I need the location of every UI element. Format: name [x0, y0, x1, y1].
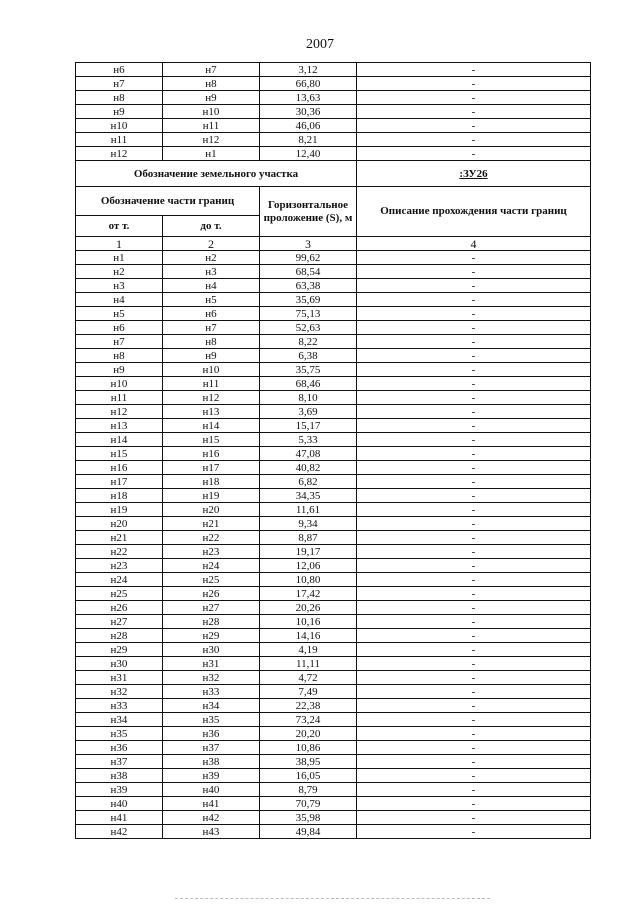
cell-length: 30,36 [260, 105, 357, 119]
cell-to: н23 [163, 545, 260, 559]
cell-description: - [357, 503, 591, 517]
cell-to: н14 [163, 419, 260, 433]
cell-length: 35,98 [260, 811, 357, 825]
cell-to: н10 [163, 105, 260, 119]
cell-description: - [357, 671, 591, 685]
cell-from: н6 [76, 63, 163, 77]
cell-description: - [357, 349, 591, 363]
cell-from: н20 [76, 517, 163, 531]
cell-to: н34 [163, 699, 260, 713]
header-part-boundary: Обозначение части границ [76, 187, 260, 216]
cell-to: н12 [163, 133, 260, 147]
cell-description: - [357, 601, 591, 615]
cell-from: н7 [76, 335, 163, 349]
cell-from: н10 [76, 119, 163, 133]
cell-length: 35,75 [260, 363, 357, 377]
cell-to: н2 [163, 251, 260, 265]
cell-to: н13 [163, 405, 260, 419]
cell-from: н40 [76, 797, 163, 811]
cell-length: 4,19 [260, 643, 357, 657]
main-rows-group [76, 251, 591, 839]
cell-length: 46,06 [260, 119, 357, 133]
cell-to: н38 [163, 755, 260, 769]
cell-from: н1 [76, 251, 163, 265]
cell-description: - [357, 685, 591, 699]
cell-length: 99,62 [260, 251, 357, 265]
cell-length: 3,69 [260, 405, 357, 419]
cell-length: 68,46 [260, 377, 357, 391]
table-row [76, 265, 591, 279]
cell-to: н10 [163, 363, 260, 377]
header-description: Описание прохождения части границ [357, 187, 591, 237]
cell-to: н26 [163, 587, 260, 601]
table-row [76, 699, 591, 713]
cell-description: - [357, 643, 591, 657]
cell-from: н19 [76, 503, 163, 517]
cell-description: - [357, 363, 591, 377]
cell-description: - [357, 105, 591, 119]
cell-length: 9,34 [260, 517, 357, 531]
cell-from: н42 [76, 825, 163, 839]
table-row [76, 601, 591, 615]
cell-description: - [357, 293, 591, 307]
header-from: от т. [76, 216, 163, 237]
cell-length: 35,69 [260, 293, 357, 307]
cell-length: 10,16 [260, 615, 357, 629]
table-row [76, 133, 591, 147]
cell-description: - [357, 321, 591, 335]
cell-to: н32 [163, 671, 260, 685]
cell-from: н39 [76, 783, 163, 797]
cell-length: 17,42 [260, 587, 357, 601]
cell-length: 6,82 [260, 475, 357, 489]
cell-from: н41 [76, 811, 163, 825]
top-rows-group [76, 63, 591, 161]
table-row [76, 531, 591, 545]
cell-from: н2 [76, 265, 163, 279]
cell-to: н35 [163, 713, 260, 727]
column-number-1: 1 [76, 237, 163, 251]
cell-length: 66,80 [260, 77, 357, 91]
cell-length: 8,10 [260, 391, 357, 405]
table-row [76, 769, 591, 783]
cell-to: н18 [163, 475, 260, 489]
cell-length: 10,80 [260, 573, 357, 587]
table-row [76, 545, 591, 559]
cell-length: 8,21 [260, 133, 357, 147]
cell-from: н21 [76, 531, 163, 545]
table-row [76, 405, 591, 419]
table-row [76, 251, 591, 265]
cell-to: н12 [163, 391, 260, 405]
cell-description: - [357, 307, 591, 321]
cell-description: - [357, 741, 591, 755]
cell-description: - [357, 419, 591, 433]
cell-description: - [357, 559, 591, 573]
cell-length: 40,82 [260, 461, 357, 475]
page-bottom-rule [175, 898, 490, 899]
header-horizontal: Горизонтальное проложение (S), м [260, 187, 357, 237]
table-row [76, 147, 591, 161]
cell-length: 5,33 [260, 433, 357, 447]
cell-from: н9 [76, 363, 163, 377]
cell-to: н3 [163, 265, 260, 279]
cell-to: н5 [163, 293, 260, 307]
cell-to: н30 [163, 643, 260, 657]
cell-to: н11 [163, 119, 260, 133]
cell-description: - [357, 335, 591, 349]
cell-length: 52,63 [260, 321, 357, 335]
cell-from: н32 [76, 685, 163, 699]
cell-description: - [357, 475, 591, 489]
table-row [76, 727, 591, 741]
cell-length: 22,38 [260, 699, 357, 713]
cell-to: н29 [163, 629, 260, 643]
cell-description: - [357, 587, 591, 601]
cell-description: - [357, 77, 591, 91]
cell-description: - [357, 769, 591, 783]
cell-to: н9 [163, 91, 260, 105]
cell-length: 14,16 [260, 629, 357, 643]
cell-to: н15 [163, 433, 260, 447]
cell-description: - [357, 447, 591, 461]
cell-from: н10 [76, 377, 163, 391]
cell-length: 4,72 [260, 671, 357, 685]
column-number-4: 4 [357, 237, 591, 251]
table-row [76, 279, 591, 293]
cell-to: н27 [163, 601, 260, 615]
cell-from: н15 [76, 447, 163, 461]
cell-from: н5 [76, 307, 163, 321]
cell-length: 12,06 [260, 559, 357, 573]
cell-length: 10,86 [260, 741, 357, 755]
cell-from: н27 [76, 615, 163, 629]
cell-description: - [357, 433, 591, 447]
table-row [76, 77, 591, 91]
table-row [76, 91, 591, 105]
cell-description: - [357, 755, 591, 769]
column-numbers-row [76, 237, 591, 251]
table-row [76, 825, 591, 839]
cell-from: н11 [76, 391, 163, 405]
cell-length: 6,38 [260, 349, 357, 363]
cell-from: н17 [76, 475, 163, 489]
table-row [76, 643, 591, 657]
cell-to: н41 [163, 797, 260, 811]
cell-length: 11,11 [260, 657, 357, 671]
cell-description: - [357, 265, 591, 279]
cell-from: н16 [76, 461, 163, 475]
table-row [76, 685, 591, 699]
cell-length: 38,95 [260, 755, 357, 769]
table-row [76, 363, 591, 377]
cell-length: 3,12 [260, 63, 357, 77]
cell-description: - [357, 91, 591, 105]
cell-from: н26 [76, 601, 163, 615]
cell-to: н22 [163, 531, 260, 545]
cell-to: н17 [163, 461, 260, 475]
cell-to: н37 [163, 741, 260, 755]
cell-from: н35 [76, 727, 163, 741]
cell-to: н16 [163, 447, 260, 461]
table-row [76, 293, 591, 307]
cell-from: н14 [76, 433, 163, 447]
cell-length: 20,26 [260, 601, 357, 615]
cell-to: н7 [163, 63, 260, 77]
table-row [76, 517, 591, 531]
cell-to: н11 [163, 377, 260, 391]
table-row [76, 713, 591, 727]
cell-description: - [357, 517, 591, 531]
cell-from: н3 [76, 279, 163, 293]
cell-description: - [357, 573, 591, 587]
cell-to: н7 [163, 321, 260, 335]
cell-description: - [357, 531, 591, 545]
table-row [76, 321, 591, 335]
cell-length: 13,63 [260, 91, 357, 105]
cell-length: 15,17 [260, 419, 357, 433]
cell-description: - [357, 713, 591, 727]
cell-from: н11 [76, 133, 163, 147]
cell-description: - [357, 657, 591, 671]
cell-from: н7 [76, 77, 163, 91]
table-row [76, 63, 591, 77]
cell-length: 34,35 [260, 489, 357, 503]
cell-description: - [357, 727, 591, 741]
table-row [76, 349, 591, 363]
cell-from: н12 [76, 147, 163, 161]
cell-length: 11,61 [260, 503, 357, 517]
cell-to: н20 [163, 503, 260, 517]
cell-length: 47,08 [260, 447, 357, 461]
column-number-2: 2 [163, 237, 260, 251]
cell-description: - [357, 279, 591, 293]
table-row [76, 811, 591, 825]
cell-from: н30 [76, 657, 163, 671]
cell-to: н9 [163, 349, 260, 363]
table-row [76, 615, 591, 629]
table-row [76, 797, 591, 811]
table-row [76, 119, 591, 133]
table-row [76, 587, 591, 601]
cell-to: н28 [163, 615, 260, 629]
boundary-table [75, 62, 591, 839]
cell-from: н38 [76, 769, 163, 783]
table-row [76, 447, 591, 461]
cell-from: н37 [76, 755, 163, 769]
cell-from: н4 [76, 293, 163, 307]
cell-from: н23 [76, 559, 163, 573]
cell-description: - [357, 811, 591, 825]
cell-description: - [357, 489, 591, 503]
cell-from: н36 [76, 741, 163, 755]
cell-length: 12,40 [260, 147, 357, 161]
cell-length: 16,05 [260, 769, 357, 783]
table-row [76, 629, 591, 643]
parcel-value: :ЗУ26 [357, 161, 591, 187]
cell-length: 49,84 [260, 825, 357, 839]
cell-from: н28 [76, 629, 163, 643]
table-row [76, 741, 591, 755]
cell-from: н25 [76, 587, 163, 601]
cell-length: 19,17 [260, 545, 357, 559]
cell-from: н9 [76, 105, 163, 119]
cell-description: - [357, 377, 591, 391]
cell-description: - [357, 251, 591, 265]
cell-from: н34 [76, 713, 163, 727]
cell-description: - [357, 119, 591, 133]
section-header [76, 161, 591, 251]
header-to: до т. [163, 216, 260, 237]
cell-description: - [357, 391, 591, 405]
cell-to: н21 [163, 517, 260, 531]
header-row-1 [76, 187, 591, 216]
cell-description: - [357, 147, 591, 161]
table-row [76, 489, 591, 503]
cell-from: н8 [76, 91, 163, 105]
cell-length: 7,49 [260, 685, 357, 699]
cell-length: 8,87 [260, 531, 357, 545]
cell-from: н29 [76, 643, 163, 657]
table-row [76, 461, 591, 475]
column-number-3: 3 [260, 237, 357, 251]
cell-to: н24 [163, 559, 260, 573]
table-row [76, 559, 591, 573]
cell-to: н25 [163, 573, 260, 587]
cell-length: 63,38 [260, 279, 357, 293]
cell-from: н31 [76, 671, 163, 685]
cell-to: н8 [163, 335, 260, 349]
cell-description: - [357, 63, 591, 77]
table-row [76, 391, 591, 405]
cell-description: - [357, 797, 591, 811]
parcel-label: Обозначение земельного участка [76, 161, 357, 187]
cell-description: - [357, 133, 591, 147]
parcel-title-row [76, 161, 591, 187]
table-row [76, 657, 591, 671]
cell-from: н13 [76, 419, 163, 433]
cell-to: н4 [163, 279, 260, 293]
cell-from: н33 [76, 699, 163, 713]
table-row [76, 307, 591, 321]
table-row [76, 783, 591, 797]
cell-description: - [357, 405, 591, 419]
table-row [76, 671, 591, 685]
cell-from: н8 [76, 349, 163, 363]
cell-to: н6 [163, 307, 260, 321]
cell-length: 8,22 [260, 335, 357, 349]
cell-to: н1 [163, 147, 260, 161]
cell-from: н6 [76, 321, 163, 335]
cell-description: - [357, 783, 591, 797]
cell-description: - [357, 629, 591, 643]
table-row [76, 377, 591, 391]
cell-to: н8 [163, 77, 260, 91]
cell-from: н24 [76, 573, 163, 587]
cell-to: н42 [163, 811, 260, 825]
cell-from: н12 [76, 405, 163, 419]
table-row [76, 503, 591, 517]
cell-to: н40 [163, 783, 260, 797]
cell-to: н19 [163, 489, 260, 503]
table-row [76, 573, 591, 587]
table-row [76, 419, 591, 433]
cell-length: 8,79 [260, 783, 357, 797]
cell-length: 20,20 [260, 727, 357, 741]
table-row [76, 755, 591, 769]
cell-to: н31 [163, 657, 260, 671]
cell-description: - [357, 615, 591, 629]
cell-to: н39 [163, 769, 260, 783]
cell-from: н18 [76, 489, 163, 503]
cell-length: 75,13 [260, 307, 357, 321]
table-row [76, 433, 591, 447]
cell-to: н33 [163, 685, 260, 699]
cell-description: - [357, 699, 591, 713]
cell-description: - [357, 545, 591, 559]
table-row [76, 335, 591, 349]
cell-description: - [357, 825, 591, 839]
cell-length: 73,24 [260, 713, 357, 727]
cell-description: - [357, 461, 591, 475]
cell-length: 68,54 [260, 265, 357, 279]
cell-from: н22 [76, 545, 163, 559]
page-number: 2007 [306, 37, 334, 52]
table-row [76, 475, 591, 489]
cell-to: н36 [163, 727, 260, 741]
cell-to: н43 [163, 825, 260, 839]
table-row [76, 105, 591, 119]
cell-length: 70,79 [260, 797, 357, 811]
